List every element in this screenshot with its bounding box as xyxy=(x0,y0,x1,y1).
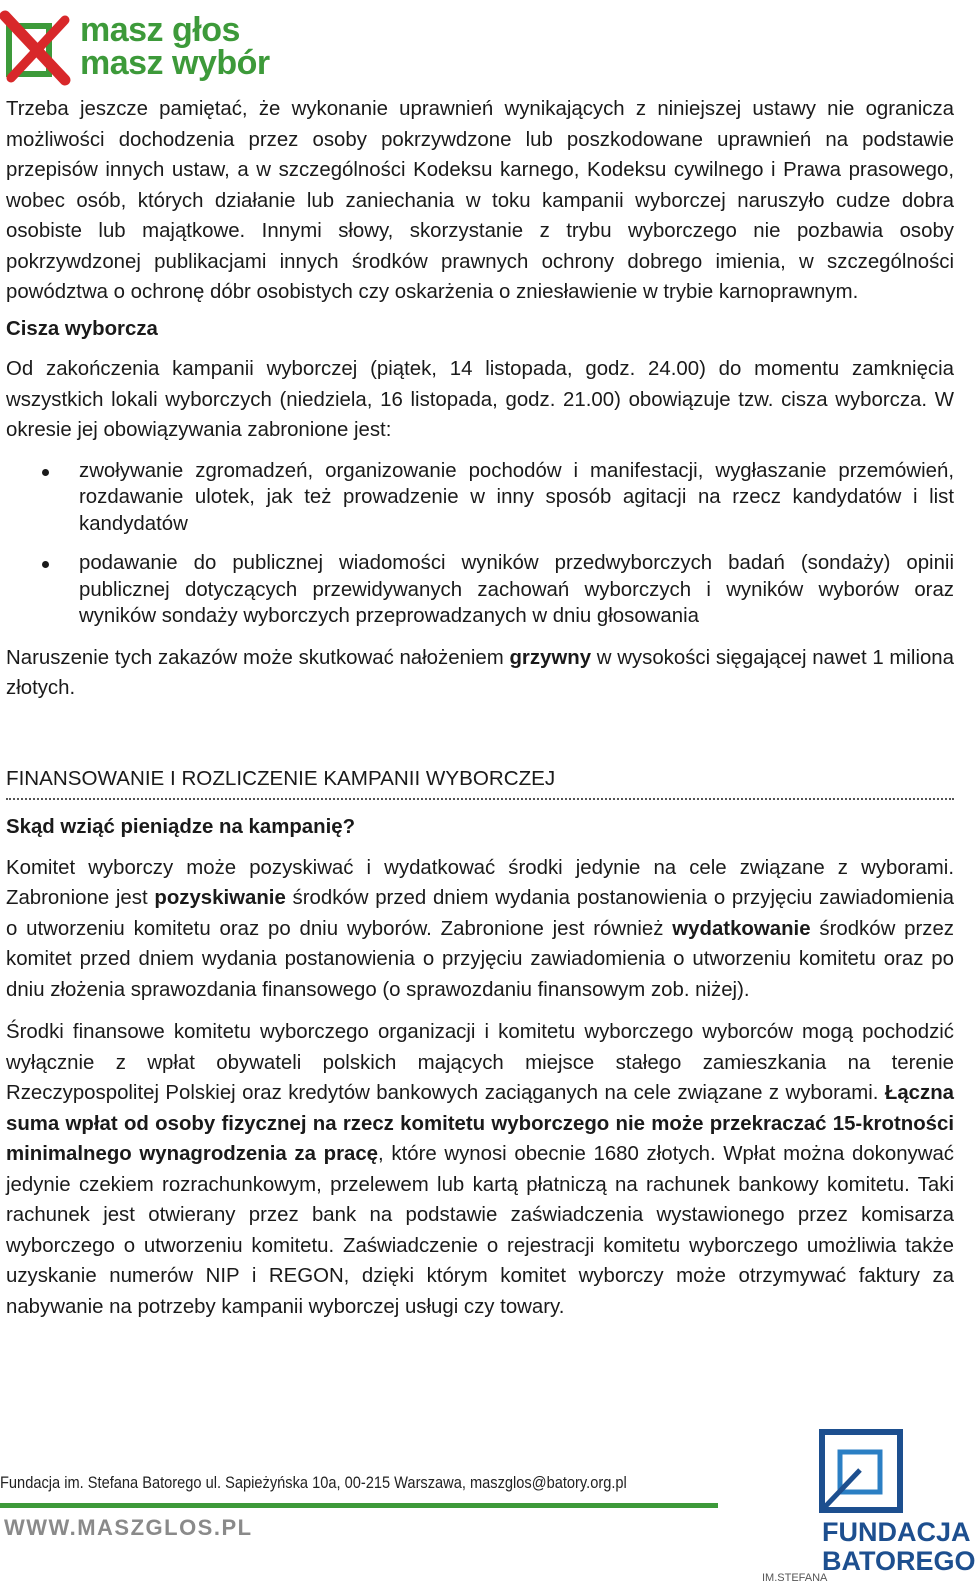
paragraph-legal-remedies: Trzeba jeszcze pamiętać, że wykonanie uprawnień wynikających z niniejszej ustawy nie ogranicza możliwości dochodzenia przez osoby pokrzywdzone lub poszkodowane uprawnień na podstawie przepisów innych ustaw, a w szczególności Kodeksu karnego, Kodeksu cywilnego i Prawa prasowego, wobec osób, których działanie lub zaniechania w toku kampanii wyborczej naruszyło cudze dobra osobiste lub majątkowe. Innymi słowy, skorzystanie z trybu wyborczego nie pozbawia osoby pokrzywdzonej publikacjami innych środków prawnych ochrony dobrego imienia, w szczególności powództwa o ochronę dóbr osobistych czy oskarżenia o zniesławienie w trybie karnoprawnym. xyxy=(6,98,954,303)
emphasis-pozyskiwanie: pozyskiwanie xyxy=(154,887,286,909)
text-run: Naruszenie tych zakazów może skutkować nałożeniem xyxy=(6,646,510,669)
list-item xyxy=(6,458,954,538)
text-run: środków przed dniem wydania postanowienia o przyjęciu zawiadomienia o utworzeniu komitetu oraz po dniu wyborów. Zabronione jest również xyxy=(6,887,954,940)
foundation-name-line2: BATOREGO xyxy=(822,1546,976,1576)
ballot-x-icon xyxy=(3,8,83,83)
section-title: FINANSOWANIE I ROZLICZENIE KAMPANII WYBORCZEJ xyxy=(6,764,954,801)
logo-line-2: masz wybór xyxy=(80,44,270,82)
heading-cisza-wyborcza: Cisza wyborcza xyxy=(6,317,158,340)
text-run: w wysokości sięgającej nawet 1 miliona złotych. xyxy=(6,646,954,699)
logo-line-1: masz głos xyxy=(80,11,240,49)
footer-address: Fundacja im. Stefana Batorego ul. Sapieżyńska 10a, 00-215 Warszawa, maszglos@batory.org.pl xyxy=(0,1473,627,1492)
paragraph-cisza: Od zakończenia kampanii wyborczej (piątek, 14 listopada, godz. 24.00) do momentu zamknięcia wszystkich lokali wyborczych (niedziela, 16 listopada, godz. 21.00) obowiązuje tzw. cisza wyborcza. W okresie jej obowiązywania zabronione jest: xyxy=(6,358,954,441)
bullet-icon xyxy=(42,561,49,568)
foundation-name xyxy=(822,1518,976,1576)
text-run: , które wynosi obecnie 1680 złotych. Wpłat można dokonywać jedynie czekiem rozrachunkowym, przelewem lub kartą płatniczą na rachunek bankowy komitetu. Taki rachunek jest otwierany przez bank na podstawie zaświadczenia wystawionego przez komisarza wyborczego o utworzeniu komitetu. Zaświadczenie o rejestracji komitetu wyborczego umożliwia także uzyskanie numerów NIP i REGON, dzięki którym komitet wyborczy może otrzymywać faktury za nabywanie na potrzeby kampanii wyborczej usługi czy towary. xyxy=(6,1143,954,1318)
document-body xyxy=(6,94,954,1322)
paragraph-funding-rules xyxy=(6,853,954,1006)
prohibited-activities-list xyxy=(6,458,954,630)
text-run: środków przez komitet przed dniem wydania postanowienia o przyjęciu zawiadomienia o utworzeniu komitetu oraz po dniu złożenia sprawozdania finansowego (o sprawozdaniu finansowym zob. niżej). xyxy=(6,917,954,1001)
emphasis-grzywny: grzywny xyxy=(509,646,592,669)
website-link[interactable]: WWW.MASZGLOS.PL xyxy=(4,1515,253,1540)
footer-divider xyxy=(0,1503,718,1508)
list-item-text: zwoływanie zgromadzeń, organizowanie pochodów i manifestacji, wygłaszanie przemówień, rozdawanie ulotek, jak też prowadzenie w inny sposób agitacji na rzecz kandydatów i list kandydatów xyxy=(79,459,954,535)
text-run: Komitet wyborczy może pozyskiwać i wydatkować środki jedynie na cele związane z wyborami. Zabronione jest xyxy=(6,856,954,909)
paragraph-penalty xyxy=(6,643,954,704)
list-item-text: podawanie do publicznej wiadomości wyników przedwyborczych badań (sondaży) opinii publicznej dotyczących przewidywanych zachowań wyborczych i wyników wyborów oraz wyników sondaży wyborczych przeprowadzanych w dniu głosowania xyxy=(79,552,954,627)
list-item xyxy=(6,550,954,630)
emphasis-limit: Łączna suma wpłat od osoby fizycznej na rzecz komitetu wyborczego nie może przekraczać 15-krotności minimalnego wynagrodzenia za pracę xyxy=(6,1082,954,1165)
foundation-name-line1: FUNDACJA xyxy=(822,1517,971,1547)
bullet-icon xyxy=(42,469,49,476)
emphasis-wydatkowanie: wydatkowanie xyxy=(672,917,811,940)
text-run: Środki finansowe komitetu wyborczego organizacji i komitetu wyborczego wyborców mogą pochodzić wyłącznie z wpłat obywateli polskich mających miejsce stałego zamieszkania na terenie Rzeczypospolitej Polskiej oraz kredytów bankowych zaciąganych na cele związane z wyborami. xyxy=(6,1021,954,1104)
masz-glos-logo xyxy=(3,8,273,83)
foundation-small-text: IM.STEFANA xyxy=(762,1572,828,1584)
question-heading: Skąd wziąć pieniądze na kampanię? xyxy=(6,816,356,838)
paragraph-funding-sources xyxy=(6,1017,954,1322)
